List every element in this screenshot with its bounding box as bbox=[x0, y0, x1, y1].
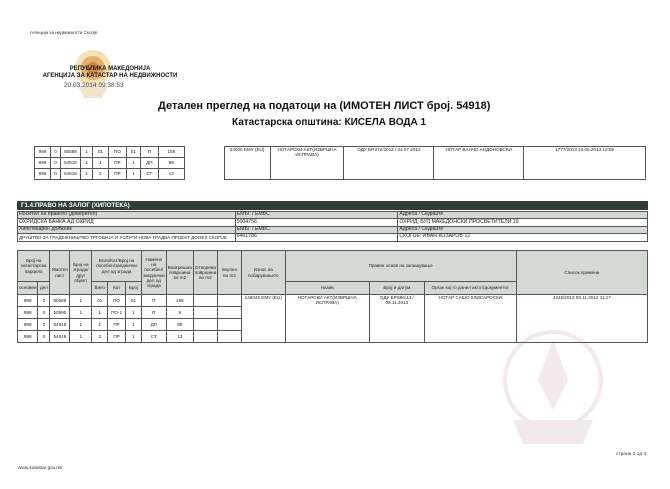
act-cell: НОТАРСКИ АКТ(ИЗВРШНА ИСПРАВА) bbox=[285, 295, 369, 343]
table-header-row: Број на катастарска парцела Имотен лист Број на зграда/ друг објект Влез/Кат/Број на посебен/заеднички дел од зграда Намена на посебен/ заеднички дел од зграда Внатрешна површина во m2 Отворена површина во m2 Вкупно во m2 Износ на побарувањето Правен основ на запишување Список примени bbox=[18, 251, 648, 282]
footer-url: www.katastar.gov.mk bbox=[18, 466, 63, 471]
act-cell: НОТАРСКИ АКТ(ИЗВРШНА ИСПРАВА) bbox=[270, 147, 344, 180]
agency-name: АГЕНЦИЈА ЗА КАТАСТАР НА НЕДВИЖНОСТИ bbox=[42, 73, 178, 80]
table-row: 999 0 50589 1 01 ПО 01 П 158 145045 ЕМУ (EU) НОТАРСКИ АКТ(ИЗВРШНА ИСПРАВА) ОДУ БР.886/13 / 06.11.2013 НОТАР САШО КЛИСАРОСКИ 4246/2013 08.11.2013 11:17 bbox=[18, 295, 648, 307]
table-row: 999 0 54918 1 2 ПР 1 СТ 13 bbox=[18, 331, 648, 343]
table-header-row: основен дел Влез Кат Број Назив Број и датум Орган кој го донел актот/документот bbox=[18, 282, 648, 295]
table-row: 999 0 54918 1 1 ПР 1 ДП 88 bbox=[35, 158, 646, 169]
agency-block bbox=[40, 66, 180, 80]
table-row: 999 0 50589 1 01 ПО 01 П 158 24000 ЕМУ (EU) НОТАРСКИ АКТ(ИЗВРШНА ИСПРАВА) ОДУ БР.372/2012 / 24.07.2012 НОТАР ВАНЧО АНДОНОВСКИ 1777/2013 13.05.2013 12:09 bbox=[35, 147, 646, 158]
table-row: Носител на правото (доверител) ЕМБГ / ЕМБС Адреса / Седиште bbox=[18, 212, 648, 219]
agency-country: РЕПУБЛИКА МАКЕДОНИЈА bbox=[69, 66, 151, 72]
section-title: Г1.4.ПРАВО НА ЗАЛОГ (ХИПОТЕКА) bbox=[17, 201, 648, 210]
header-note: Агенција за недвижности Скопје bbox=[30, 30, 98, 35]
table-row: 999 0 54918 1 2 ПР 1 СТ 13 bbox=[35, 169, 646, 180]
table-row: ОХРИДСКА БАНКА АД ОХРИД 5004756 ОХРИД; БУЛ МАКЕДОНСКИ ПРОСВЕТИТЕЛИ 19 bbox=[18, 219, 648, 226]
page-number: страна 3 од 4 bbox=[616, 452, 646, 457]
amount-cell: 24000 ЕМУ (EU) bbox=[224, 147, 270, 180]
pledge-parties-table bbox=[17, 211, 648, 242]
record-cell: 1777/2013 13.05.2013 12:09 bbox=[524, 147, 646, 180]
print-timestamp: 20.03.2014 09:38:53 bbox=[64, 82, 124, 89]
previous-entry-table bbox=[34, 146, 646, 180]
amount-cell: 145045 ЕМУ (EU) bbox=[241, 295, 285, 343]
table-row: 999 0 54918 1 1 ПР 1 ДП 88 bbox=[18, 319, 648, 331]
odu-cell: ОДУ БР.886/13 / 06.11.2013 bbox=[369, 295, 424, 343]
notary-cell: НОТАР САШО КЛИСАРОСКИ bbox=[424, 295, 516, 343]
table-row: Хипотекарен должник ЕМБГ / ЕМБС Адреса / Седиште bbox=[18, 226, 648, 233]
table-row: 999 0 50590 1 1 ПО-1 1 П 9 bbox=[18, 307, 648, 319]
watermark-emblem-icon bbox=[478, 320, 628, 450]
page-title: Детален преглед на податоци на (ИМОТЕН ЛИСТ број. 54918) bbox=[158, 100, 491, 112]
table-row: ДРУШТВО ЗА ГРАДЕЖНИШТВО ТРГОВИЈА И УСЛУГИ НОВА ГРАДБА ПРОЕКТ ДООЕЛ СКОПЈЕ 6461786 СКОПЈЕ; ИВАН КОЗАРОВ 12 bbox=[18, 234, 648, 241]
odu-cell: ОДУ БР.372/2012 / 24.07.2012 bbox=[344, 147, 434, 180]
record-cell: 4246/2013 08.11.2013 11:17 bbox=[516, 295, 647, 343]
notary-cell: НОТАР ВАНЧО АНДОНОВСКИ bbox=[434, 147, 524, 180]
cadastral-municipality: Катастарска општина: КИСЕЛА ВОДА 1 bbox=[232, 117, 427, 128]
